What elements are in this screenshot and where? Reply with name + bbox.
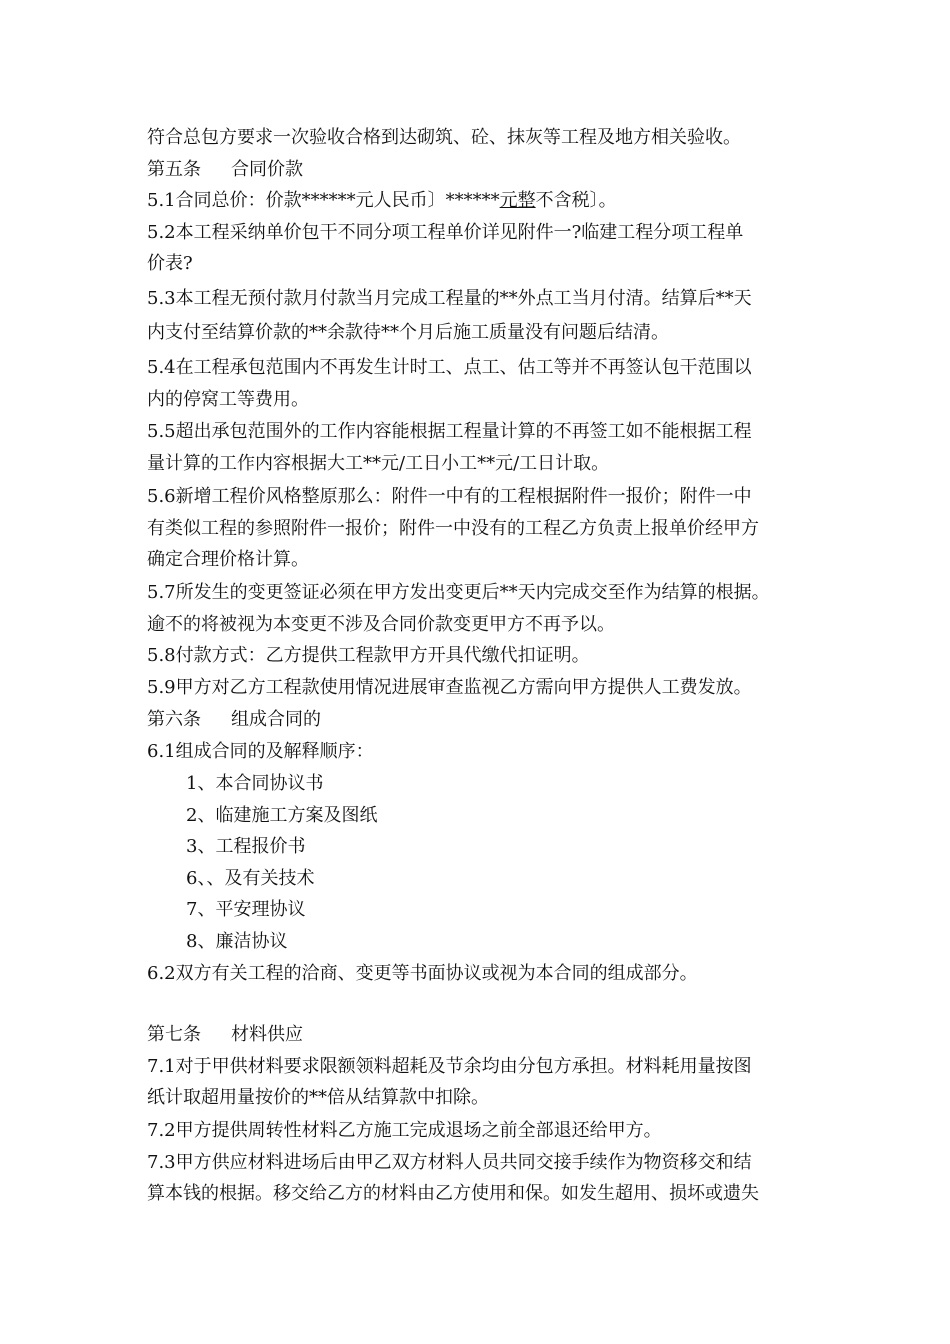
list-item: 6、、及有关技术 [186,868,315,889]
paragraph-line: 6.2双方有关工程的洽商、变更等书面协议或视为本合同的组成部分。 [147,963,698,984]
paragraph-line: 5.4在工程承包范围内不再发生计时工、点工、估工等并不再签认包干范围以 [147,357,752,378]
paragraph-line: 6.1组成合同的及解释顺序： [147,741,374,762]
clause-text-tail: 不含税〕。 [535,190,617,211]
paragraph-line: 符合总包方要求一次验收合格到达砌筑、砼、抹灰等工程及地方相关验收。 [147,127,741,148]
paragraph-line: 5.9甲方对乙方工程款使用情况进展审查监视乙方需向甲方提供人工费发放。 [147,677,752,698]
paragraph-line: 算本钱的根据。移交给乙方的材料由乙方使用和保。如发生超用、损坏或遗失 [147,1183,759,1204]
paragraph-line: 有类似工程的参照附件一报价；附件一中没有的工程乙方负责上报单价经甲方 [147,518,759,539]
list-item: 7、平安理协议 [186,899,306,920]
underlined-text: 元整 [499,190,536,211]
paragraph-line: 内的停窝工等费用。 [147,389,309,410]
article-heading-7 [147,1024,303,1046]
paragraph-line: 逾不的将被视为本变更不涉及合同价款变更甲方不再予以。 [147,614,615,635]
paragraph-line: 5.5超出承包范围外的工作内容能根据工程量计算的不再签工如不能根据工程 [147,421,752,442]
paragraph-line: 7.2甲方提供周转性材料乙方施工完成退场之前全部退还给甲方。 [147,1120,662,1141]
list-item: 3、工程报价书 [186,836,306,857]
article-label: 第五条 [147,159,201,180]
paragraph-line: 5.6新增工程价风格整原那么：附件一中有的工程根据附件一报价；附件一中 [147,486,752,507]
list-item: 2、临建施工方案及图纸 [186,805,378,826]
paragraph-line: 5.2本工程采纳单价包干不同分项工程单价详见附件一?临建工程分项工程单 [147,222,744,243]
paragraph-line: 内支付至结算价款的**余款待**个月后施工质量没有问题后结清。 [147,322,669,343]
paragraph-line: 价表? [147,253,193,274]
article-title: 组成合同的 [231,709,321,730]
paragraph-line: 5.3本工程无预付款月付款当月完成工程量的**外点工当月付清。结算后**天 [147,288,752,309]
clause-text: 5.1合同总价：价款******元人民币〕****** [147,190,500,211]
paragraph-line: 7.3甲方供应材料进场后由甲乙双方材料人员共同交接手续作为物资移交和结 [147,1152,752,1173]
article-title: 材料供应 [231,1024,303,1045]
clause-5-1 [147,190,617,212]
article-label: 第六条 [147,709,201,730]
paragraph-line: 5.8付款方式：乙方提供工程款甲方开具代缴代扣证明。 [147,645,590,666]
paragraph-line: 量计算的工作内容根据大工**元/工日小工**元/工日计取。 [147,453,610,474]
article-heading-5 [147,159,303,181]
list-item: 1、本合同协议书 [186,773,324,794]
paragraph-line: 确定合理价格计算。 [147,549,309,570]
article-heading-6 [147,709,321,731]
article-title: 合同价款 [231,159,303,180]
paragraph-line: 5.7所发生的变更签证必须在甲方发出变更后**天内完成交至作为结算的根据。 [147,582,770,603]
article-label: 第七条 [147,1024,201,1045]
paragraph-line: 纸计取超用量按价的**倍从结算款中扣除。 [147,1087,489,1108]
paragraph-line: 7.1对于甲供材料要求限额领料超耗及节余均由分包方承担。材料耗用量按图 [147,1056,752,1077]
list-item: 8、廉洁协议 [186,931,288,952]
